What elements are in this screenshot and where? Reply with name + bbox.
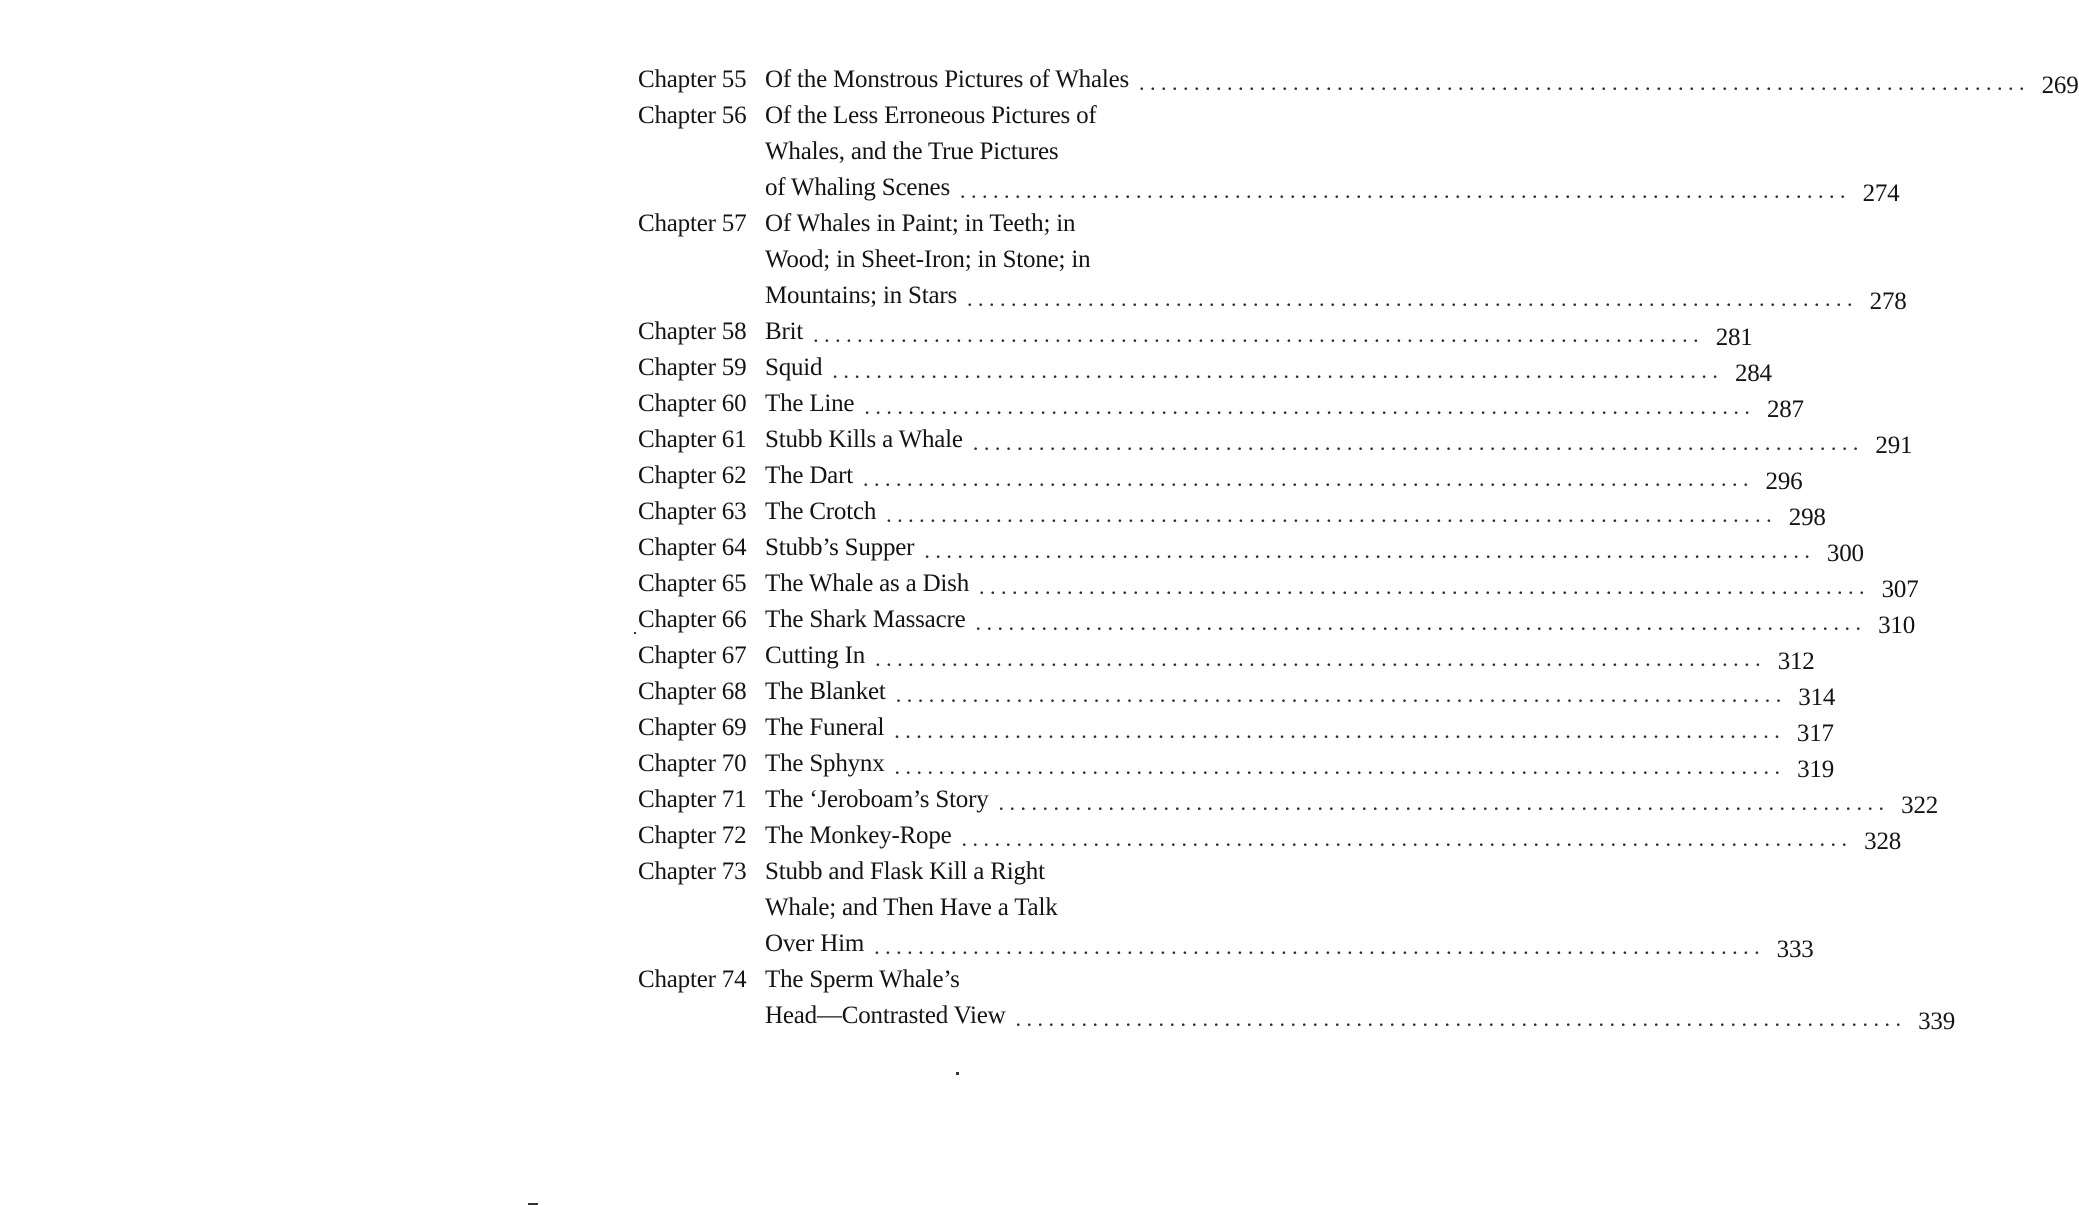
toc-entry — [638, 710, 1834, 747]
chapter-title-text: The Monkey-Rope — [765, 822, 952, 849]
chapter-label: Chapter 59 — [638, 354, 747, 381]
chapter-title-line — [765, 350, 1772, 386]
chapter-title-line — [765, 386, 1804, 422]
page-number: 328 — [1864, 828, 1902, 855]
chapter-title — [765, 854, 1814, 962]
page-number: 269 — [2041, 72, 2079, 99]
chapter-title-line: Wood; in Sheet-Iron; in Stone; in — [765, 246, 1091, 273]
chapter-title-line — [765, 494, 1826, 530]
chapter-label: Chapter 74 — [638, 966, 747, 993]
page-number: 287 — [1766, 396, 1804, 423]
dot-leader — [960, 176, 1846, 206]
toc-entry — [638, 350, 1772, 387]
chapter-label: Chapter 64 — [638, 534, 747, 561]
chapter-label: Chapter 67 — [638, 642, 747, 669]
scan-speck — [634, 632, 636, 634]
dot-leader — [1139, 68, 2025, 98]
page-number: 291 — [1875, 432, 1913, 459]
chapter-label: Chapter 70 — [638, 750, 747, 777]
chapter-title — [765, 818, 1901, 854]
chapter-title — [765, 566, 1919, 602]
dot-leader — [962, 824, 1848, 854]
toc-entry — [638, 638, 1815, 675]
chapter-label: Chapter 57 — [638, 210, 747, 237]
chapter-title-line — [765, 314, 1753, 350]
chapter-title-line — [765, 818, 1901, 854]
toc-entry — [638, 386, 1804, 423]
chapter-title — [765, 314, 1753, 350]
chapter-title-text: Over Him — [765, 930, 865, 957]
dot-leader — [999, 788, 1885, 818]
chapter-title — [765, 494, 1826, 530]
chapter-label: Chapter 55 — [638, 66, 747, 93]
chapter-title — [765, 638, 1815, 674]
page-number: 281 — [1715, 324, 1753, 351]
chapter-title-text: The ‘Jeroboam’s Story — [765, 786, 989, 813]
chapter-label: Chapter 62 — [638, 462, 747, 489]
chapter-title-line — [765, 278, 1907, 314]
toc-entry — [638, 602, 1915, 639]
chapter-title-text: Head—Contrasted View — [765, 1002, 1006, 1029]
toc-entry — [638, 494, 1826, 531]
chapter-label: Chapter 66 — [638, 606, 747, 633]
chapter-title-line: Stubb and Flask Kill a Right — [765, 858, 1045, 885]
chapter-title-line — [765, 674, 1835, 710]
chapter-label: Chapter 56 — [638, 102, 747, 129]
chapter-title-line — [765, 458, 1802, 494]
chapter-title — [765, 674, 1835, 710]
chapter-title-text: The Crotch — [765, 498, 877, 525]
chapter-title-line — [765, 62, 2079, 98]
page-number: 310 — [1878, 612, 1915, 639]
chapter-title-line — [765, 926, 1814, 962]
chapter-label: Chapter 71 — [638, 786, 747, 813]
dot-leader — [967, 284, 1853, 314]
toc-entry — [638, 746, 1835, 783]
chapter-title-text: The Shark Massacre — [765, 606, 966, 633]
toc-entry — [638, 206, 1907, 315]
toc-entry — [638, 854, 1814, 963]
scan-speck — [956, 1072, 959, 1075]
dot-leader — [886, 500, 1772, 530]
chapter-title-line: Whales, and the True Pictures — [765, 138, 1059, 165]
page-number: 339 — [1918, 1008, 1956, 1035]
dot-leader — [979, 572, 1865, 602]
chapter-title-line — [765, 530, 1864, 566]
dot-leader — [973, 428, 1859, 458]
chapter-title-line — [765, 782, 1938, 818]
chapter-title-line — [765, 566, 1919, 602]
chapter-title — [765, 458, 1802, 494]
dot-leader — [875, 644, 1761, 674]
toc-entry — [638, 566, 1919, 603]
chapter-label: Chapter 65 — [638, 570, 747, 597]
toc-entry — [638, 422, 1913, 459]
chapter-title-text: The Line — [765, 390, 855, 417]
chapter-label: Chapter 72 — [638, 822, 747, 849]
dot-leader — [863, 464, 1749, 494]
chapter-title — [765, 530, 1864, 566]
dot-leader — [924, 536, 1810, 566]
chapter-label: Chapter 63 — [638, 498, 747, 525]
chapter-label: Chapter 58 — [638, 318, 747, 345]
page-number: 319 — [1797, 756, 1835, 783]
chapter-title — [765, 206, 1907, 314]
chapter-title-line: Of the Less Erroneous Pictures of — [765, 102, 1097, 129]
dot-leader — [894, 716, 1780, 746]
page-number: 307 — [1881, 576, 1919, 603]
chapter-label: Chapter 73 — [638, 858, 747, 885]
chapter-title — [765, 62, 2079, 98]
toc-entry — [638, 530, 1864, 567]
dot-leader — [813, 320, 1699, 350]
page-number: 333 — [1776, 936, 1814, 963]
chapter-title-line — [765, 746, 1834, 782]
toc-entry — [638, 458, 1803, 495]
chapter-title-line — [765, 710, 1834, 746]
dot-leader — [895, 752, 1781, 782]
toc-entry — [638, 782, 1939, 819]
page-number: 278 — [1869, 288, 1907, 315]
chapter-title-line: The Sperm Whale’s — [765, 966, 960, 993]
chapter-title — [765, 782, 1938, 818]
chapter-title-line — [765, 602, 1915, 638]
chapter-title-line: Of Whales in Paint; in Teeth; in — [765, 210, 1076, 237]
dot-leader — [864, 392, 1750, 422]
page-number: 314 — [1798, 684, 1836, 711]
toc-entry — [638, 98, 1900, 207]
chapter-title-line — [765, 170, 1899, 206]
chapter-label: Chapter 60 — [638, 390, 747, 417]
chapter-title-text: Brit — [765, 318, 804, 345]
toc-entry — [638, 818, 1902, 855]
chapter-title-text: Stubb’s Supper — [765, 534, 915, 561]
chapter-title-text: The Funeral — [765, 714, 885, 741]
chapter-title-line: Whale; and Then Have a Talk — [765, 894, 1058, 921]
chapter-label: Chapter 69 — [638, 714, 747, 741]
dot-leader — [832, 356, 1718, 386]
table-of-contents — [638, 62, 2079, 1035]
chapter-title — [765, 962, 1955, 1034]
toc-entry — [638, 962, 1956, 1035]
page-number: 274 — [1862, 180, 1900, 207]
chapter-title-text: Of the Monstrous Pictures of Whales — [765, 66, 1130, 93]
chapter-title-text: Mountains; in Stars — [765, 282, 958, 309]
chapter-title-text: Stubb Kills a Whale — [765, 426, 963, 453]
chapter-title-text: The Sphynx — [765, 750, 885, 777]
dot-leader — [976, 608, 1862, 638]
toc-entry — [638, 62, 2079, 99]
chapter-title-text: The Blanket — [765, 678, 886, 705]
chapter-title — [765, 386, 1804, 422]
chapter-title-text: of Whaling Scenes — [765, 174, 950, 201]
page-number: 322 — [1901, 792, 1939, 819]
chapter-title — [765, 350, 1772, 386]
dot-leader — [874, 932, 1760, 962]
dot-leader — [1016, 1004, 1902, 1034]
chapter-title-text: The Whale as a Dish — [765, 570, 970, 597]
page-number: 298 — [1788, 504, 1826, 531]
chapter-title-line — [765, 638, 1815, 674]
chapter-title-line — [765, 422, 1912, 458]
chapter-title-text: The Dart — [765, 462, 853, 489]
dot-leader — [896, 680, 1782, 710]
chapter-label: Chapter 61 — [638, 426, 747, 453]
chapter-title — [765, 422, 1912, 458]
page-number: 296 — [1765, 468, 1803, 495]
chapter-title — [765, 98, 1899, 206]
chapter-title — [765, 710, 1834, 746]
page-number: 284 — [1734, 360, 1772, 387]
chapter-title-text: Squid — [765, 354, 823, 381]
chapter-label: Chapter 68 — [638, 678, 747, 705]
toc-entry — [638, 314, 1753, 351]
chapter-title-text: Cutting In — [765, 642, 866, 669]
chapter-title — [765, 602, 1915, 638]
page-number: 300 — [1826, 540, 1864, 567]
toc-entry — [638, 674, 1836, 711]
page-number: 312 — [1777, 648, 1815, 675]
page-number: 317 — [1796, 720, 1834, 747]
chapter-title-line — [765, 998, 1955, 1034]
chapter-title — [765, 746, 1834, 782]
